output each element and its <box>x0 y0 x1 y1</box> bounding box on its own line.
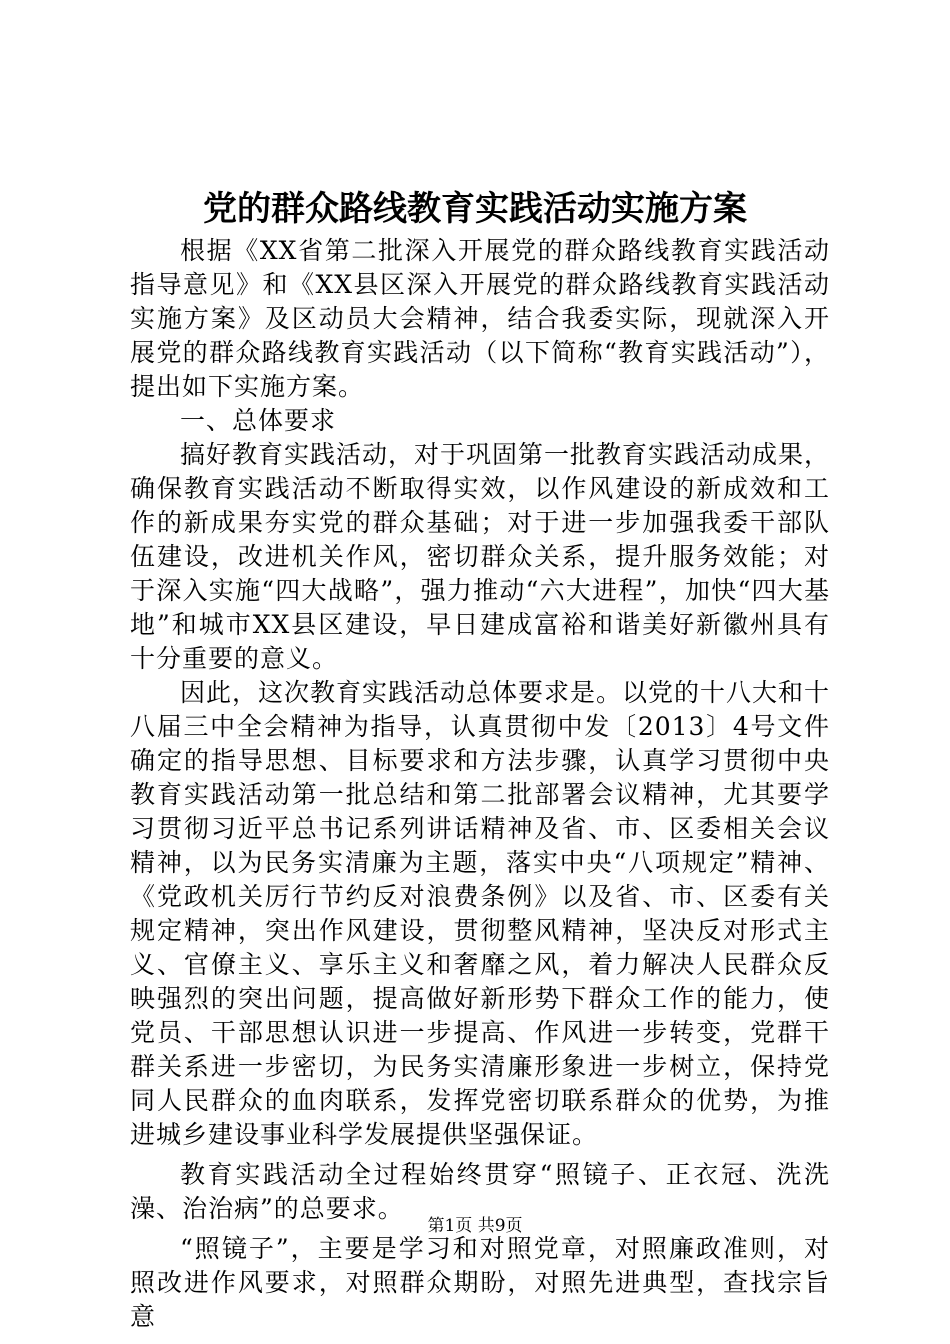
paragraph-four-requirements: 教育实践活动全过程始终贯穿“照镜子、正衣冠、洗洗澡、治治病”的总要求。 <box>130 1160 830 1223</box>
paragraph-mirror: “照镜子”，主要是学习和对照党章，对照廉政准则，对照改进作风要求，对照群众期盼，对照先进典型，查找宗旨意 <box>130 1234 830 1331</box>
section-heading-general-requirements: 一、总体要求 <box>180 406 337 435</box>
document-title: 党的群众路线教育实践活动实施方案 <box>203 189 747 229</box>
paragraph-significance: 搞好教育实践活动，对于巩固第一批教育实践活动成果，确保教育实践活动不断取得实效，以作风建设的新成效和工作的新成果夯实党的群众基础；对于进一步加强我委干部队伍建设，改进机关作风，密切群众关系，提升服务效能；对于深入实施“四大战略”，强力推动“六大进程”，加快“四大基地”和城市XX县区建设，早日建成富裕和谐美好新徽州具有十分重要的意义。 <box>130 440 831 673</box>
page-footer <box>0 1214 950 1238</box>
page-number: 第1页 共9页 <box>427 1216 523 1236</box>
paragraph-intro: 根据《XX省第二批深入开展党的群众路线教育实践活动指导意见》和《XX县区深入开展党的群众路线教育实践活动实施方案》及区动员大会精神，结合我委实际，现就深入开展党的群众路线教育实践活动（以下简称“教育实践活动”），提出如下实施方案。 <box>130 236 830 401</box>
paragraph-overall-requirements: 因此，这次教育实践活动总体要求是。以党的十八大和十八届三中全会精神为指导，认真贯彻中发〔2013〕4号文件确定的指导思想、目标要求和方法步骤，认真学习贯彻中央教育实践活动第一批总结和第二批部署会议精神，尤其要学习贯彻习近平总书记系列讲话精神及省、市、区委相关会议精神，以为民务实清廉为主题，落实中央“八项规定”精神、《党政机关厉行节约反对浪费条例》以及省、市、区委有关规定精神，突出作风建设，贯彻整风精神，坚决反对形式主义、官僚主义、享乐主义和奢靡之风，着力解决人民群众反映强烈的突出问题，提高做好新形势下群众工作的能力，使党员、干部思想认识进一步提高、作风进一步转变，党群干群关系进一步密切，为民务实清廉形象进一步树立，保持党同人民群众的血肉联系，发挥党密切联系群众的优势，为推进城乡建设事业科学发展提供坚强保证。 <box>130 678 831 1149</box>
document-body <box>130 234 830 1334</box>
